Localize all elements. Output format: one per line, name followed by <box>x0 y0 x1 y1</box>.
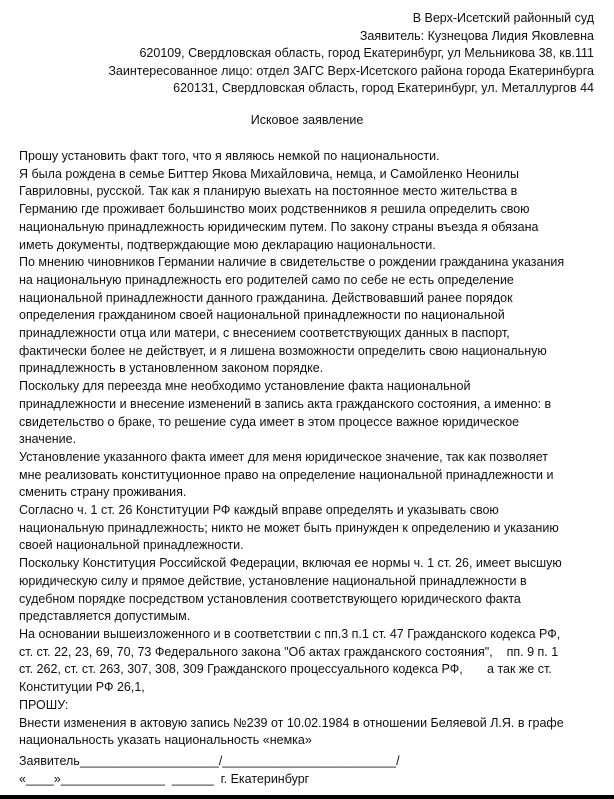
body-line: принадлежности и внесение изменений в запись акта гражданского состояния, а именно: в <box>19 396 552 411</box>
signature-block <box>19 752 400 788</box>
interested-party: Заинтересованное лицо: отдел ЗАГС Верх-Исетского района города Екатеринбурга <box>108 63 594 78</box>
body-line: национальную принадлежность; никто не может быть принужден к определению и указанию <box>19 520 559 535</box>
body-line: национальность указать национальность «немка» <box>19 733 312 748</box>
body-line: принадлежность в установленном законом порядке. <box>19 361 324 376</box>
body-line: определения гражданином своей национальной принадлежности по национальной <box>19 308 505 323</box>
body-line: Внести изменения в актовую запись №239 от 10.02.1984 в отношении Беляевой Л.Я. в графе <box>19 715 564 730</box>
body-line: юридическую силу и прямое действие, установление национальной принадлежности в <box>19 573 527 588</box>
body-line: национальной принадлежности данного гражданина. Действовавший ранее порядок <box>19 290 513 305</box>
body-line: фактически более не действует, и я лишена возможности определить свою национальную <box>19 343 547 358</box>
body-line: На основании вышеизложенного и в соответствии с пп.3 п.1 ст. 47 Гражданского кодекса РФ, <box>19 626 561 641</box>
body-line: принадлежности отца или матери, с внесением соответствующих данных в паспорт, <box>19 326 510 341</box>
body-line: свидетельство о браке, то решение суда имеет в этом процессе важное юридическое <box>19 414 520 429</box>
body-line: По мнению чиновников Германии наличие в свидетельстве о рождении гражданина указания <box>19 255 565 270</box>
body-line: ст. ст. 22, 23, 69, 70, 73 Федерального закона "Об актах гражданского состояния", пп. 9 п. 1 <box>19 644 559 659</box>
body-line: своей национальной принадлежности. <box>19 538 244 553</box>
body-line: сменить страну проживания. <box>19 485 187 500</box>
interested-party-address: 620131, Свердловская область, город Екатеринбург, ул. Металлургов 44 <box>173 81 594 95</box>
applicant-address: 620109, Свердловская область, город Екатеринбург, ул Мельникова 38, кв.111 <box>139 46 594 60</box>
body-line: судебном порядке посредством установления соответствующего юридического факта <box>19 591 521 606</box>
body-line: представляется допустимым. <box>19 609 191 624</box>
body-line: Германию где проживает большинство моих родственников я решила определить свою <box>19 202 530 217</box>
date-place-line: «____»_______________ ______ г. Екатеринбург <box>19 772 310 786</box>
body-line: значение. <box>19 432 77 447</box>
body-line: Поскольку Конституция Российской Федерации, включая ее нормы ч. 1 ст. 26, имеет высшую <box>19 556 562 571</box>
body-line: иметь документы, подтверждающие мою декларацию национальности. <box>19 237 436 252</box>
applicant-name: Заявитель: Кузнецова Лидия Яковлевна <box>359 28 594 43</box>
request-heading: ПРОШУ: <box>19 697 69 712</box>
body-line: Конституции РФ 26,1, <box>19 680 145 695</box>
document-title: Исковое заявление <box>250 113 364 127</box>
court-name: В Верх-Исетский районный суд <box>412 11 594 25</box>
body-line: Поскольку для переезда мне необходимо установление факта национальной <box>19 379 471 394</box>
claim-body <box>19 148 591 750</box>
page-bottom-border <box>0 795 614 799</box>
body-line: Гавриловны, русской. Так как я планирую выехать на постоянное место жительства в <box>19 184 518 199</box>
body-line: Установление указанного факта имеет для меня юридическое значение, так как позволяет <box>19 449 549 464</box>
body-line: Я была рождена в семье Биттер Якова Михайловича, немца, и Самойленко Неонилы <box>19 166 520 181</box>
body-line: Прошу установить факт того, что я являюсь немкой по национальности. <box>19 149 440 163</box>
body-line: национальную принадлежность юридическим путем. По закону страны въезда я обязана <box>19 219 539 234</box>
body-line: ст. 262, ст. ст. 263, 307, 308, 309 Гражданского процессуального кодекса РФ, а так же ст. <box>19 662 552 677</box>
body-line: на национальную принадлежность его родителей само по себе не есть определение <box>19 272 514 287</box>
body-line: Согласно ч. 1 ст. 26 Конституции РФ каждый вправе определять и указывать свою <box>19 503 499 518</box>
body-line: мне реализовать конституционное право на определение национальной принадлежности и <box>19 467 554 482</box>
applicant-signature-line: Заявитель____________________/_________________________/ <box>19 754 400 768</box>
addressee-block <box>108 10 594 98</box>
